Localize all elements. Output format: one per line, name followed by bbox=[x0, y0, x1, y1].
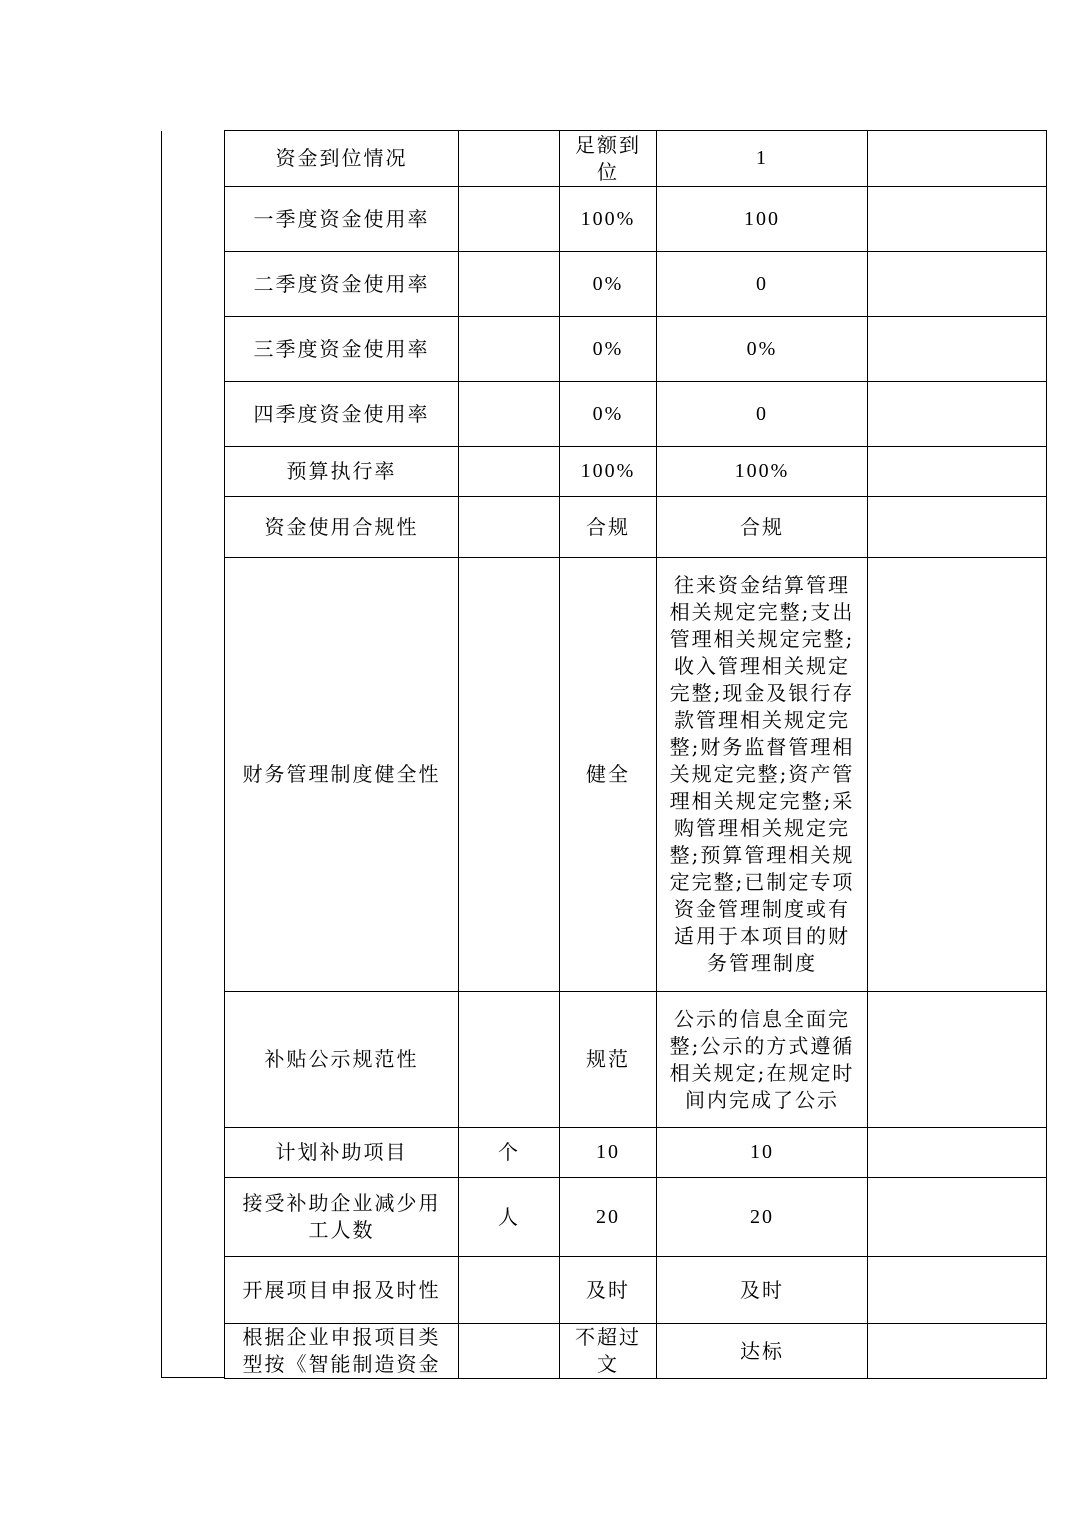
target-cell: 10 bbox=[560, 1128, 657, 1178]
target-cell: 0% bbox=[560, 382, 657, 447]
note-cell bbox=[868, 252, 1047, 317]
actual-cell: 0 bbox=[657, 382, 868, 447]
target-cell: 规范 bbox=[560, 992, 657, 1128]
unit-cell bbox=[459, 187, 560, 252]
unit-cell bbox=[459, 1324, 560, 1379]
indicator-cell: 资金到位情况 bbox=[225, 131, 459, 187]
unit-cell bbox=[459, 992, 560, 1128]
indicator-cell: 计划补助项目 bbox=[225, 1128, 459, 1178]
target-cell: 20 bbox=[560, 1178, 657, 1257]
table-row bbox=[225, 1128, 1047, 1178]
unit-cell bbox=[459, 317, 560, 382]
table-row bbox=[225, 1257, 1047, 1324]
target-cell: 100% bbox=[560, 447, 657, 497]
note-cell bbox=[868, 1324, 1047, 1379]
actual-cell: 合规 bbox=[657, 497, 868, 558]
actual-cell: 及时 bbox=[657, 1257, 868, 1324]
unit-cell bbox=[459, 1257, 560, 1324]
actual-cell: 0% bbox=[657, 317, 868, 382]
indicator-cell: 接受补助企业减少用工人数 bbox=[225, 1178, 459, 1257]
indicator-cell: 财务管理制度健全性 bbox=[225, 558, 459, 992]
actual-cell: 1 bbox=[657, 131, 868, 187]
indicator-cell: 根据企业申报项目类型按《智能制造资金 bbox=[225, 1324, 459, 1379]
table-row bbox=[225, 252, 1047, 317]
indicator-cell: 补贴公示规范性 bbox=[225, 992, 459, 1128]
note-cell bbox=[868, 131, 1047, 187]
unit-cell bbox=[459, 131, 560, 187]
bottom-border-line bbox=[161, 1377, 224, 1378]
performance-indicator-table bbox=[224, 130, 1047, 1379]
target-cell: 0% bbox=[560, 252, 657, 317]
note-cell bbox=[868, 382, 1047, 447]
note-cell bbox=[868, 992, 1047, 1128]
indicator-cell: 二季度资金使用率 bbox=[225, 252, 459, 317]
table-row bbox=[225, 447, 1047, 497]
note-cell bbox=[868, 447, 1047, 497]
unit-cell bbox=[459, 382, 560, 447]
note-cell bbox=[868, 1128, 1047, 1178]
target-cell: 合规 bbox=[560, 497, 657, 558]
note-cell bbox=[868, 1257, 1047, 1324]
target-cell: 不超过文 bbox=[560, 1324, 657, 1379]
table-row bbox=[225, 131, 1047, 187]
indicator-cell: 一季度资金使用率 bbox=[225, 187, 459, 252]
table-row bbox=[225, 497, 1047, 558]
unit-cell bbox=[459, 252, 560, 317]
table-row bbox=[225, 558, 1047, 992]
note-cell bbox=[868, 1178, 1047, 1257]
actual-cell: 10 bbox=[657, 1128, 868, 1178]
target-cell: 健全 bbox=[560, 558, 657, 992]
indicator-cell: 三季度资金使用率 bbox=[225, 317, 459, 382]
unit-cell: 人 bbox=[459, 1178, 560, 1257]
table-row bbox=[225, 1178, 1047, 1257]
target-cell: 足额到位 bbox=[560, 131, 657, 187]
note-cell bbox=[868, 187, 1047, 252]
table-row bbox=[225, 382, 1047, 447]
unit-cell bbox=[459, 497, 560, 558]
note-cell bbox=[868, 497, 1047, 558]
unit-cell bbox=[459, 447, 560, 497]
table-row bbox=[225, 317, 1047, 382]
actual-cell: 达标 bbox=[657, 1324, 868, 1379]
target-cell: 0% bbox=[560, 317, 657, 382]
indicator-cell: 开展项目申报及时性 bbox=[225, 1257, 459, 1324]
left-border-line bbox=[161, 131, 162, 1378]
actual-cell: 0 bbox=[657, 252, 868, 317]
indicator-cell: 四季度资金使用率 bbox=[225, 382, 459, 447]
actual-cell: 100 bbox=[657, 187, 868, 252]
actual-cell: 公示的信息全面完整;公示的方式遵循相关规定;在规定时间内完成了公示 bbox=[657, 992, 868, 1128]
indicator-cell: 资金使用合规性 bbox=[225, 497, 459, 558]
actual-cell: 往来资金结算管理相关规定完整;支出管理相关规定完整;收入管理相关规定完整;现金及银行存款管理相关规定完整;财务监督管理相关规定完整;资产管理相关规定完整;采购管理相关规定完整;预算管理相关规定完整;已制定专项资金管理制度或有适用于本项目的财务管理制度 bbox=[657, 558, 868, 992]
unit-cell bbox=[459, 558, 560, 992]
table-row bbox=[225, 187, 1047, 252]
actual-cell: 100% bbox=[657, 447, 868, 497]
target-cell: 及时 bbox=[560, 1257, 657, 1324]
target-cell: 100% bbox=[560, 187, 657, 252]
indicator-cell: 预算执行率 bbox=[225, 447, 459, 497]
table-row bbox=[225, 1324, 1047, 1379]
note-cell bbox=[868, 317, 1047, 382]
actual-cell: 20 bbox=[657, 1178, 868, 1257]
unit-cell: 个 bbox=[459, 1128, 560, 1178]
note-cell bbox=[868, 558, 1047, 992]
table-row bbox=[225, 992, 1047, 1128]
